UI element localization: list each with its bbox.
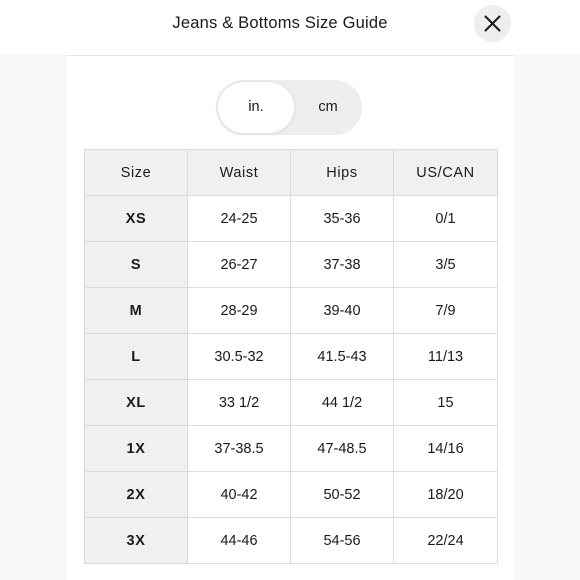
table-cell: 24-25 <box>188 196 291 242</box>
column-header-waist: Waist <box>188 150 291 196</box>
table-row <box>85 518 498 564</box>
table-cell: 41.5-43 <box>291 334 394 380</box>
table-cell: 15 <box>394 380 498 426</box>
size-label-cell: XL <box>85 380 188 426</box>
table-header-row <box>85 150 498 196</box>
table-cell: 44-46 <box>188 518 291 564</box>
table-cell: 18/20 <box>394 472 498 518</box>
unit-option-inches[interactable]: in. <box>218 82 294 133</box>
table-cell: 30.5-32 <box>188 334 291 380</box>
page-title: Jeans & Bottoms Size Guide <box>172 14 388 32</box>
table-cell: 22/24 <box>394 518 498 564</box>
table-cell: 40-42 <box>188 472 291 518</box>
table-cell: 3/5 <box>394 242 498 288</box>
table-cell: 50-52 <box>291 472 394 518</box>
table-cell: 39-40 <box>291 288 394 334</box>
table-row <box>85 380 498 426</box>
table-cell: 44 1/2 <box>291 380 394 426</box>
table-cell: 47-48.5 <box>291 426 394 472</box>
size-label-cell: 2X <box>85 472 188 518</box>
size-label-cell: L <box>85 334 188 380</box>
size-table <box>84 149 498 564</box>
table-row <box>85 472 498 518</box>
close-icon <box>484 15 501 32</box>
table-cell: 26-27 <box>188 242 291 288</box>
unit-option-cm[interactable]: cm <box>318 99 338 115</box>
table-cell: 33 1/2 <box>188 380 291 426</box>
table-cell: 11/13 <box>394 334 498 380</box>
table-cell: 28-29 <box>188 288 291 334</box>
table-row <box>85 196 498 242</box>
table-row <box>85 288 498 334</box>
table-cell: 35-36 <box>291 196 394 242</box>
table-row <box>85 334 498 380</box>
size-label-cell: 1X <box>85 426 188 472</box>
size-label-cell: 3X <box>85 518 188 564</box>
table-row <box>85 426 498 472</box>
size-label-cell: M <box>85 288 188 334</box>
unit-toggle <box>216 80 362 135</box>
table-row <box>85 242 498 288</box>
table-cell: 37-38 <box>291 242 394 288</box>
column-header-hips: Hips <box>291 150 394 196</box>
column-header-size: Size <box>85 150 188 196</box>
table-cell: 54-56 <box>291 518 394 564</box>
size-label-cell: XS <box>85 196 188 242</box>
column-header-us-can: US/CAN <box>394 150 498 196</box>
table-cell: 37-38.5 <box>188 426 291 472</box>
table-cell: 14/16 <box>394 426 498 472</box>
modal-header <box>0 0 580 55</box>
close-button[interactable] <box>474 5 511 42</box>
table-cell: 0/1 <box>394 196 498 242</box>
size-label-cell: S <box>85 242 188 288</box>
table-cell: 7/9 <box>394 288 498 334</box>
